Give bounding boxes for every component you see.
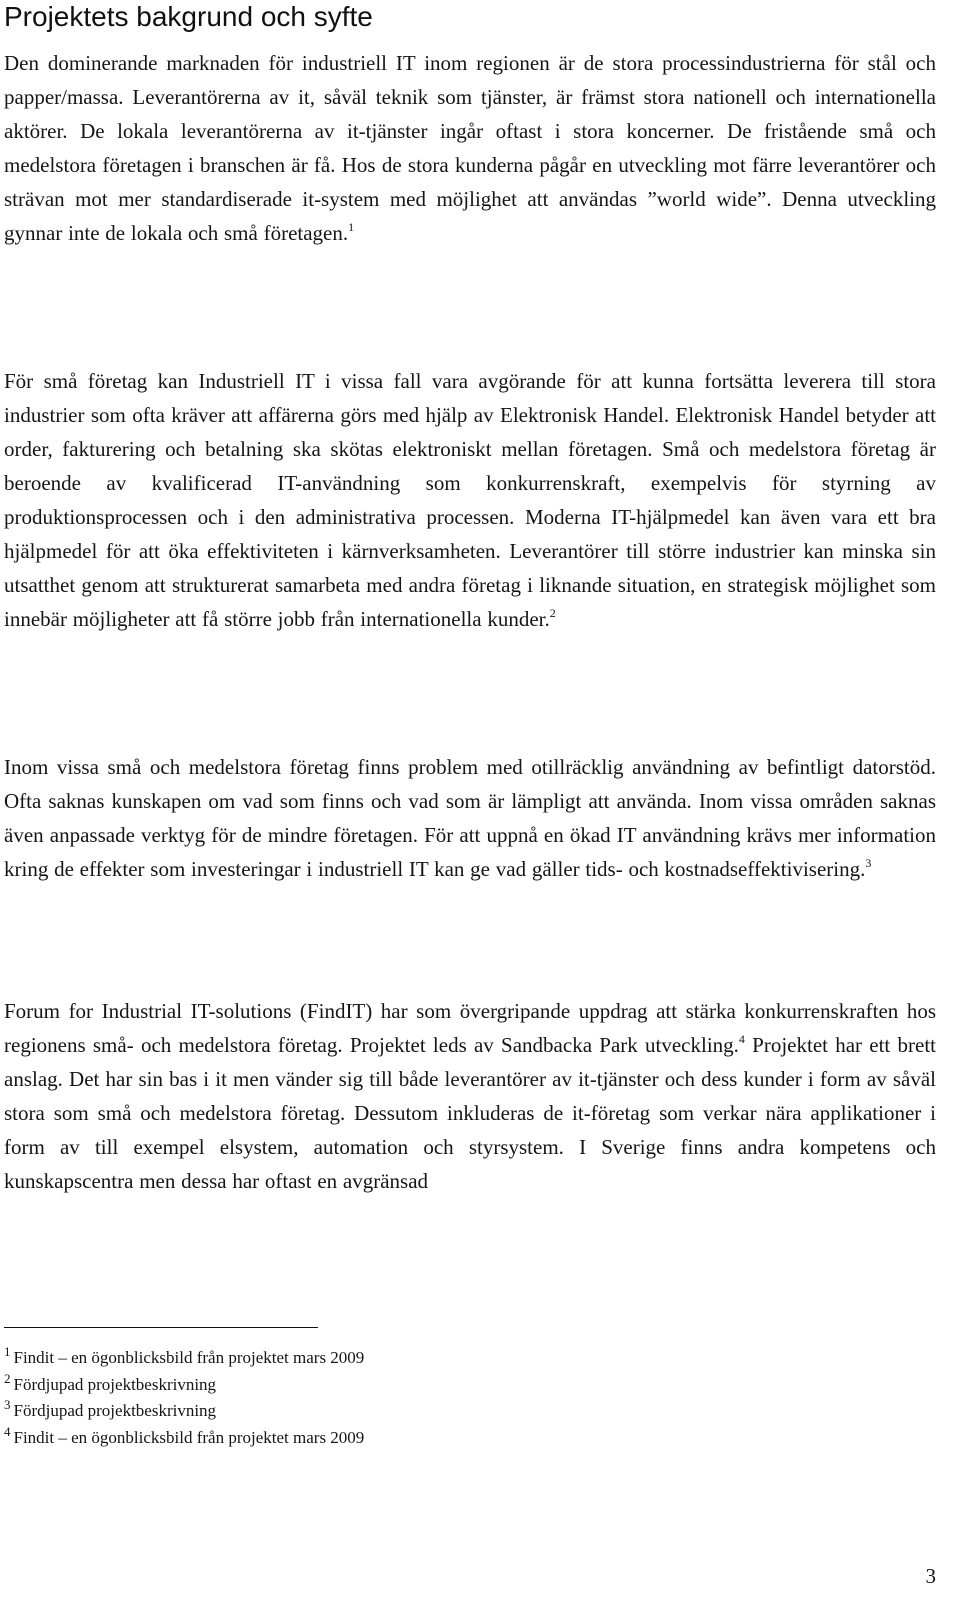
- footnote-text: Fördjupad projektbeskrivning: [13, 1374, 217, 1394]
- paragraph-findit: [4, 994, 936, 1198]
- footnote-number: 3: [4, 1397, 11, 1412]
- footnote-text: Findit – en ögonblicksbild från projektet mars 2009: [13, 1348, 365, 1367]
- paragraph-it-usage: [4, 750, 936, 886]
- page-number: 3: [925, 1564, 936, 1588]
- footnote-ref: 2: [549, 606, 556, 620]
- footnote-number: 1: [4, 1344, 11, 1359]
- footnote-list: [4, 1345, 364, 1451]
- paragraph-text: Inom vissa små och medelstora företag finns problem med otillräcklig användning av befintligt datorstöd. Ofta saknas kunskapen om vad som finns och vad som är lämpligt att använda. Inom vissa områden saknas även anpassade verktyg för de mindre företagen. För att uppnå en ökad IT användning krävs mer information kring de effekter som investeringar i industriell IT kan ge vad gäller tids- och kostnadseffektivisering.: [4, 755, 936, 881]
- footnote-text: Fördjupad projektbeskrivning: [13, 1401, 217, 1420]
- footnote-ref: 4: [738, 1032, 745, 1046]
- footnote-ref: 3: [865, 856, 872, 870]
- footnote-item: [4, 1345, 364, 1372]
- footnote-separator: [4, 1327, 318, 1328]
- footnote-item: [4, 1372, 364, 1399]
- paragraph-text: Forum for Industrial IT-solutions (FindIT) har som övergripande uppdrag att stärka konkurrenskraften hos regionens små- och medelstora företag. Projektet leds av Sandbacka Park utveckling.: [4, 999, 936, 1057]
- paragraph-text: För små företag kan Industriell IT i vissa fall vara avgörande för att kunna fortsätta leverera till stora industrier som ofta kräver att affärerna görs med hjälp av Elektronisk Handel. Elektronisk Handel betyder att order, fakturering och betalning ska skötas elektroniskt mellan företagen. Små och medelstora företag är beroende av kvalificerad IT-användning som konkurrenskraft, exempelvis för styrning av produktionsprocessen och i den administrativa processen. Moderna IT-hjälpmedel kan även vara ett bra hjälpmedel för att öka effektiviteten i kärnverksamheten. Leverantörer till större industrier kan minska sin utsatthet genom att strukturerat samarbeta med andra företag i liknande situation, en strategisk möjlighet som innebär möjligheter att få större jobb från internationella kunder.: [4, 369, 936, 631]
- paragraph-text-continued: Projektet har ett brett anslag. Det har sin bas i it men vänder sig till både leverantörer av it-tjänster och dess kunder i form av såväl stora som små och medelstora företag. Dessutom inkluderas de it-företag som verkar nära applikationer i form av till exempel elsystem, automation och styrsystem. I Sverige finns andra kompetens och kunskapscentra men dessa har oftast en avgränsad: [4, 1033, 936, 1193]
- footnote-number: 2: [4, 1370, 11, 1386]
- paragraph-small-companies: [4, 364, 936, 636]
- footnote-number: 4: [4, 1423, 11, 1439]
- footnote-item: [4, 1398, 364, 1425]
- footnote-item: [4, 1425, 364, 1452]
- footnote-text: Findit – en ögonblicksbild från projektet mars 2009: [13, 1427, 365, 1447]
- section-heading: Projektets bakgrund och syfte: [4, 1, 373, 32]
- footnote-ref: 1: [348, 220, 355, 234]
- paragraph-background: [4, 46, 936, 250]
- paragraph-text: Den dominerande marknaden för industriell IT inom regionen är de stora processindustrierna för stål och papper/massa. Leverantörerna av it, såväl teknik som tjänster, är främst stora nationell och internationella aktörer. De lokala leverantörerna av it-tjänster ingår oftast i stora koncerner. De fristående små och medelstora företagen i branschen är få. Hos de stora kunderna pågår en utveckling mot färre leverantörer och strävan mot mer standardiserade it-system med möjlighet att användas ”world wide”. Denna utveckling gynnar inte de lokala och små företagen.: [4, 51, 936, 245]
